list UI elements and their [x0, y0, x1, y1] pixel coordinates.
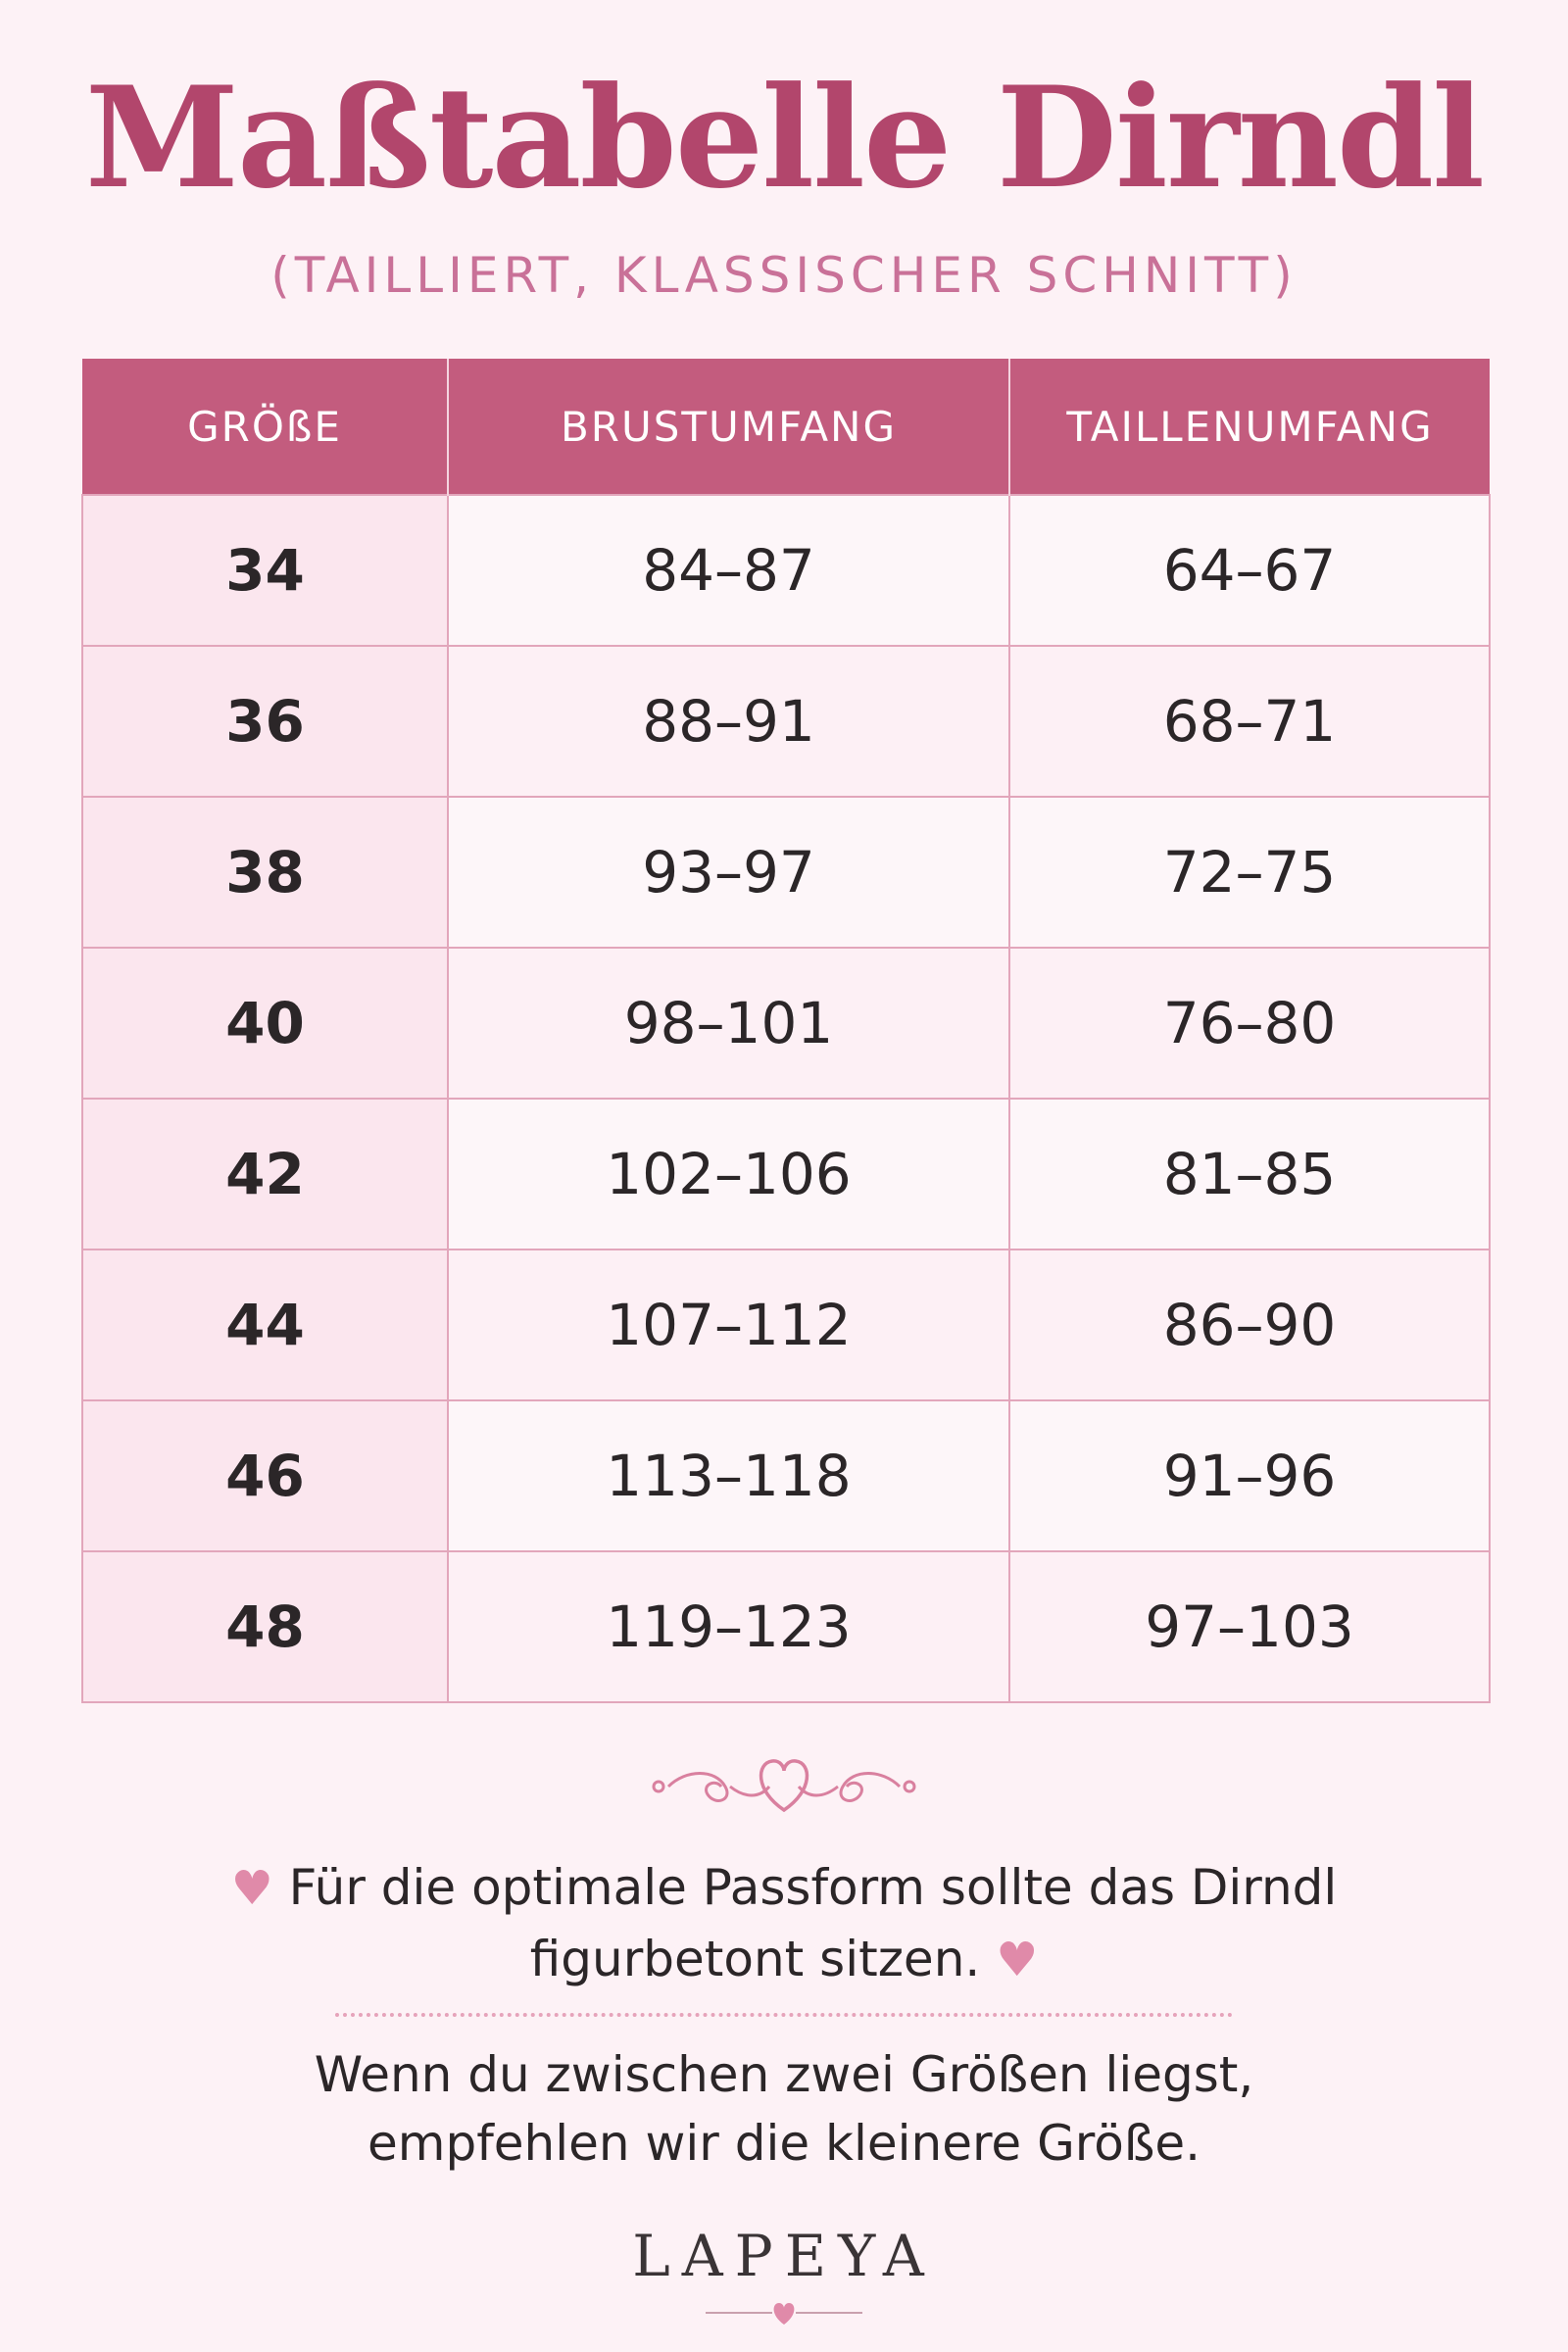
header-waist: TAILLENUMFANG [1009, 359, 1490, 495]
table-row [82, 1250, 1490, 1400]
table-row [82, 1400, 1490, 1551]
brand-heart-underline-icon [686, 2299, 882, 2328]
heart-scroll-divider-icon [196, 1740, 1372, 1828]
fit-note-text2: figurbetont sitzen. [529, 1931, 981, 1987]
table-row [82, 495, 1490, 646]
waist-cell: 72–75 [1009, 797, 1490, 948]
fit-note-line1 [0, 1852, 1568, 1924]
table-row [82, 797, 1490, 948]
heart-icon: ♥ [996, 1933, 1039, 1987]
bust-cell: 88–91 [448, 646, 1009, 797]
page-subtitle: (TAILLIERT, KLASSISCHER SCHNITT) [270, 247, 1298, 304]
size-cell: 36 [82, 646, 448, 797]
fit-note [0, 1852, 1568, 1995]
size-cell: 46 [82, 1400, 448, 1551]
size-advice-line1: Wenn du zwischen zwei Größen liegst, [314, 2046, 1254, 2103]
bust-cell: 119–123 [448, 1551, 1009, 1702]
bust-cell: 102–106 [448, 1099, 1009, 1250]
table-row [82, 646, 1490, 797]
size-cell: 48 [82, 1551, 448, 1702]
bust-cell: 84–87 [448, 495, 1009, 646]
bust-cell: 113–118 [448, 1400, 1009, 1551]
header-bust: BRUSTUMFANG [448, 359, 1009, 495]
waist-cell: 64–67 [1009, 495, 1490, 646]
size-cell: 40 [82, 948, 448, 1099]
table-row [82, 1551, 1490, 1702]
waist-cell: 91–96 [1009, 1400, 1490, 1551]
waist-cell: 76–80 [1009, 948, 1490, 1099]
size-table [81, 359, 1491, 1703]
fit-note-text1: Für die optimale Passform sollte das Dirndl [288, 1859, 1338, 1916]
bust-cell: 98–101 [448, 948, 1009, 1099]
size-cell: 38 [82, 797, 448, 948]
fit-note-line2 [0, 1924, 1568, 1995]
size-cell: 34 [82, 495, 448, 646]
waist-cell: 81–85 [1009, 1099, 1490, 1250]
size-cell: 44 [82, 1250, 448, 1400]
heart-icon: ♥ [230, 1861, 273, 1916]
size-advice-line2: empfehlen wir die kleinere Größe. [367, 2115, 1201, 2172]
size-cell: 42 [82, 1099, 448, 1250]
table-header-row [82, 359, 1490, 495]
waist-cell: 86–90 [1009, 1250, 1490, 1400]
bust-cell: 107–112 [448, 1250, 1009, 1400]
brand-logo: LAPEYA [632, 2223, 936, 2289]
table-row [82, 1099, 1490, 1250]
bust-cell: 93–97 [448, 797, 1009, 948]
dotted-divider [335, 2013, 1233, 2017]
page-title: Maßtabelle Dirndl [84, 57, 1484, 220]
waist-cell: 97–103 [1009, 1551, 1490, 1702]
header-size: GRÖßE [82, 359, 448, 495]
size-advice-note [0, 2040, 1568, 2178]
table-row [82, 948, 1490, 1099]
waist-cell: 68–71 [1009, 646, 1490, 797]
